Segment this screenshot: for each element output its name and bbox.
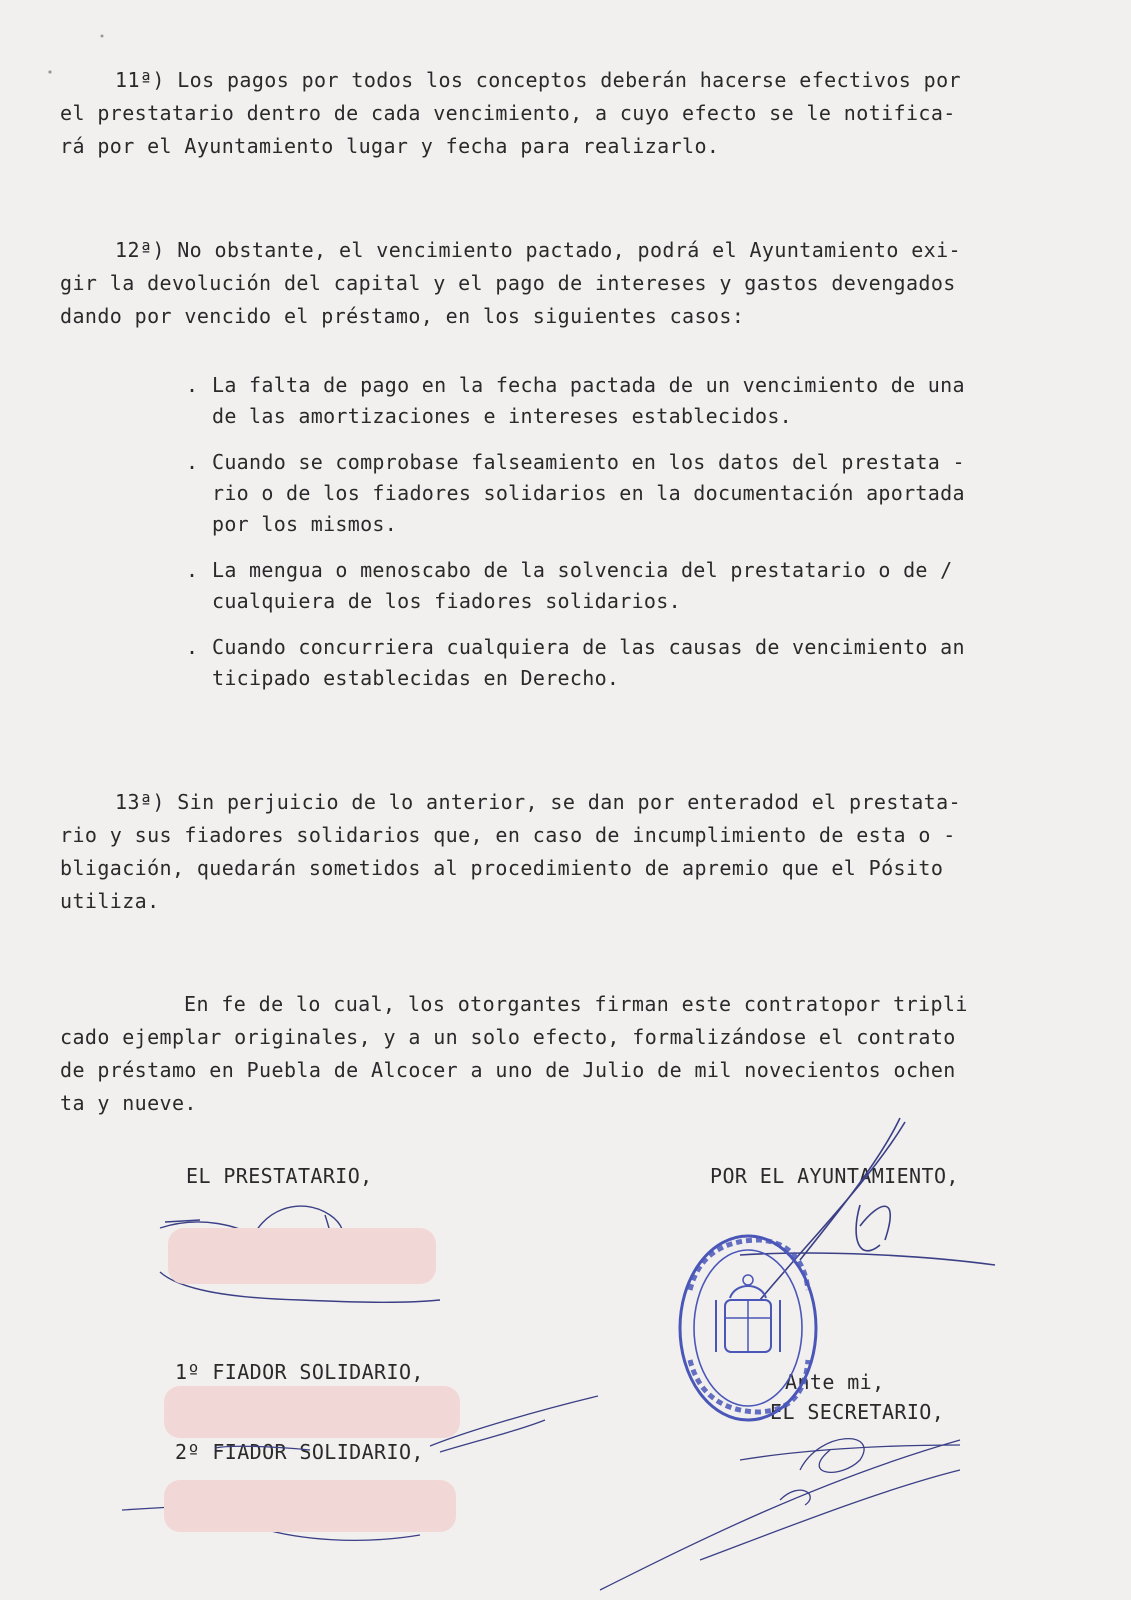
clause-13-line: utiliza. [60,889,160,913]
clause-13-line: bligación, quedarán sometidos al procedimiento de apremio que el Pósito [60,856,944,880]
list-item [186,632,1076,694]
clause-12-line: 12ª) No obstante, el vencimiento pactado, podrá el Ayuntamiento exi- [115,238,961,262]
clause-11 [60,64,1060,163]
list-item-line: por los mismos. [212,512,398,536]
fiador-signatures [122,1396,598,1540]
list-item-line: ticipado establecidas en Derecho. [212,666,620,690]
redaction-box [164,1386,460,1438]
prestatario-signature [160,1206,440,1302]
ayuntamiento-label: POR EL AYUNTAMIENTO, [710,1164,959,1188]
clause-11-line: rá por el Ayuntamiento lugar y fecha para realizarlo. [60,134,720,158]
clause-13-line: rio y sus fiadores solidarios que, en caso de incumplimiento de esta o - [60,823,956,847]
list-item [186,447,1076,540]
clause-12 [60,234,1060,333]
closing-paragraph [60,988,1060,1120]
list-item [186,370,1076,432]
closing-line: ta y nueve. [60,1091,197,1115]
secretario-label: EL SECRETARIO, [770,1400,945,1424]
clause-12-line: dando por vencido el préstamo, en los siguientes casos: [60,304,745,328]
clause-12-line: gir la devolución del capital y el pago de intereses y gastos devengados [60,271,956,295]
list-item-line: de las amortizaciones e intereses establecidos. [212,404,793,428]
ante-mi-label: Ante mi, [785,1370,885,1394]
ayuntamiento-signature [740,1118,995,1300]
list-item-line: La falta de pago en la fecha pactada de un vencimiento de una [212,373,965,397]
list-item-line: rio o de los fiadores solidarios en la documentación aportada [212,481,965,505]
list-item-line: cualquiera de los fiadores solidarios. [212,589,681,613]
closing-line: cado ejemplar originales, y a un solo efecto, formalizándose el contrato [60,1025,956,1049]
clause-11-line: el prestatario dentro de cada vencimiento, a cuyo efecto se le notifica- [60,101,956,125]
bullet-dot: . [186,373,199,397]
paper-speck [101,35,104,38]
closing-line: En fe de lo cual, los otorgantes firman este contratopor tripli [184,992,968,1016]
redaction-box [168,1228,436,1284]
clause-13-line: 13ª) Sin perjuicio de lo anterior, se dan por enteradod el prestata- [115,790,961,814]
list-item-line: La mengua o menoscabo de la solvencia del prestatario o de / [212,558,953,582]
bullet-dot: . [186,558,199,582]
paper-speck [48,70,51,73]
redaction-box [164,1480,456,1532]
bullet-dot: . [186,450,199,474]
clause-11-line: 11ª) Los pagos por todos los conceptos deberán hacerse efectivos por [115,68,961,92]
bullet-dot: . [186,635,199,659]
fiador-2-label: 2º FIADOR SOLIDARIO, [175,1440,424,1464]
clause-12-cases-list [186,370,1076,709]
list-item-line: Cuando concurriera cualquiera de las causas de vencimiento an [212,635,965,659]
secretario-signature [600,1439,960,1590]
list-item [186,555,1076,617]
fiador-1-label: 1º FIADOR SOLIDARIO, [175,1360,424,1384]
list-item-line: Cuando se comprobase falseamiento en los datos del prestata - [212,450,965,474]
clause-13 [60,786,1060,918]
closing-line: de préstamo en Puebla de Alcocer a uno de Julio de mil novecientos ochen [60,1058,956,1082]
prestatario-label: EL PRESTATARIO, [186,1164,373,1188]
